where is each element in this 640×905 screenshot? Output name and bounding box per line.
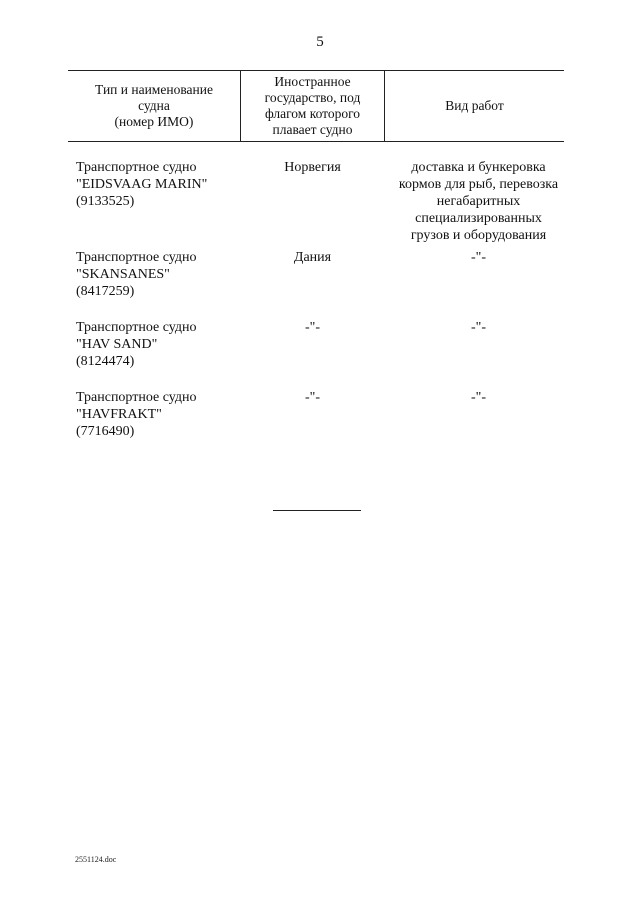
header-work-type: Вид работ [445,98,504,113]
vessel-cell: Транспортное судно "HAV SAND" (8124474) [76,320,197,369]
vessel-cell: Транспортное судно "EIDSVAAG MARIN" (9133525) [76,160,208,209]
table-row [68,389,564,449]
page-number: 5 [316,34,324,50]
table-header [68,70,564,142]
work-cell: -"- [470,250,487,265]
header-vessel-type-name: Тип и наименование судна (номер ИМО) [95,82,213,129]
table-row [68,159,564,249]
flag-cell: -"- [304,390,321,405]
vessel-cell: Транспортное судно "HAVFRAKT" (7716490) [76,390,197,439]
flag-cell: Норвегия [284,160,341,175]
header-flag-state: Иностранное государство, под флагом которого плавает судно [240,71,385,141]
work-cell: доставка и бункеровка кормов для рыб, перевозка негабаритных специализированных грузов и оборудования [398,160,559,243]
flag-cell: -"- [304,320,321,335]
table-row [68,249,564,319]
work-cell: -"- [470,320,487,335]
file-code: 2551124.doc [75,855,117,864]
end-separator-line [273,510,361,511]
work-cell: -"- [470,390,487,405]
flag-cell: Дания [293,250,332,265]
vessel-table [68,70,564,449]
table-row [68,319,564,389]
vessel-cell: Транспортное судно "SKANSANES" (8417259) [76,250,197,299]
